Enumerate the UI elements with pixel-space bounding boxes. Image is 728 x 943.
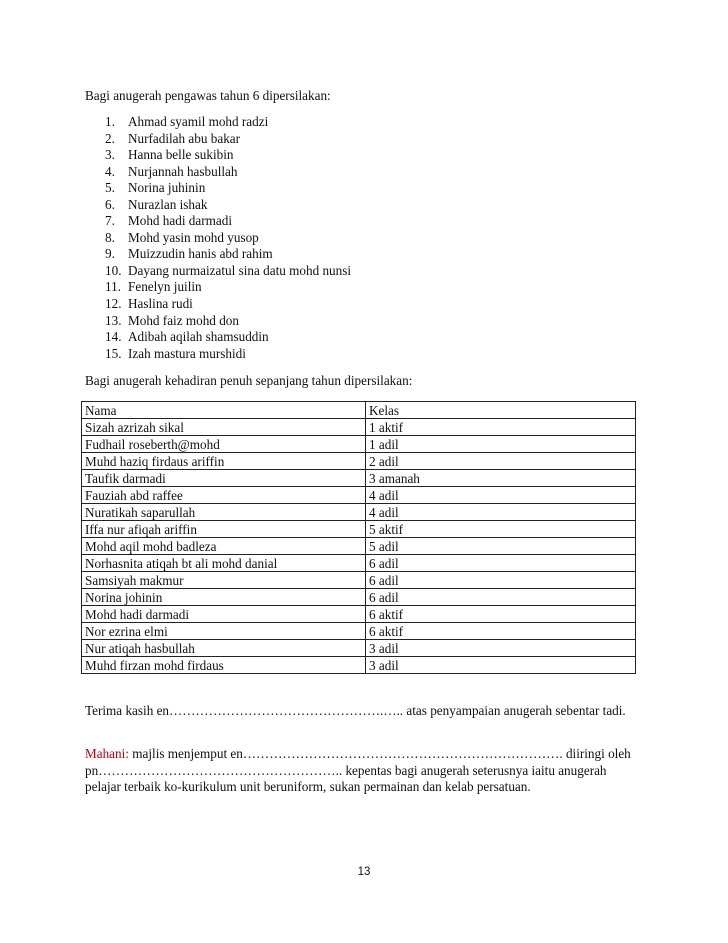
list-name: Mohd hadi darmadi <box>128 213 233 229</box>
list-item <box>85 147 351 164</box>
list-name: Haslina rudi <box>128 296 193 312</box>
cell-kelas: 3 adil <box>366 640 636 657</box>
cell-kelas: 6 adil <box>366 589 636 606</box>
cell-kelas: 5 aktif <box>366 521 636 538</box>
list-number: 12. <box>105 296 122 312</box>
cell-nama: Taufik darmadi <box>82 470 366 487</box>
list-item <box>85 313 351 330</box>
pengawas-list <box>85 114 351 362</box>
list-item <box>85 114 351 131</box>
list-number: 3. <box>105 147 115 163</box>
list-item <box>85 346 351 363</box>
cell-kelas: 6 adil <box>366 572 636 589</box>
cell-nama: Mohd aqil mohd badleza <box>82 538 366 555</box>
list-name: Fenelyn juilin <box>128 279 202 295</box>
cell-nama: Nuratikah saparullah <box>82 504 366 521</box>
cell-nama: Iffa nur afiqah ariffin <box>82 521 366 538</box>
list-item <box>85 296 351 313</box>
cell-kelas: 6 aktif <box>366 606 636 623</box>
list-number: 11. <box>105 279 121 295</box>
table-row <box>82 453 636 470</box>
table-row <box>82 572 636 589</box>
list-name: Dayang nurmaizatul sina datu mohd nunsi <box>128 262 352 278</box>
table-row <box>82 504 636 521</box>
list-item <box>85 230 351 247</box>
cell-kelas: 1 adil <box>366 436 636 453</box>
list-number: 6. <box>105 196 115 212</box>
list-item <box>85 131 351 148</box>
cell-kelas: 4 adil <box>366 487 636 504</box>
list-item <box>85 213 351 230</box>
list-name: Izah mastura murshidi <box>128 345 246 361</box>
page-number: 13 <box>357 866 371 878</box>
list-name: Adibah aqilah shamsuddin <box>128 329 269 345</box>
cell-nama: Samsiyah makmur <box>82 572 366 589</box>
cell-kelas: 6 adil <box>366 555 636 572</box>
list-name: Ahmad syamil mohd radzi <box>128 114 269 129</box>
cell-kelas: 5 adil <box>366 538 636 555</box>
table-row <box>82 555 636 572</box>
table-row <box>82 521 636 538</box>
table-row <box>82 538 636 555</box>
cell-kelas: 1 aktif <box>366 419 636 436</box>
list-name: Muizzudin hanis abd rahim <box>128 246 273 262</box>
table-body <box>82 419 636 674</box>
list-item <box>85 263 351 280</box>
cell-nama: Nor ezrina elmi <box>82 623 366 640</box>
list-name: Mohd yasin mohd yusop <box>128 229 259 245</box>
cell-kelas: 2 adil <box>366 453 636 470</box>
list-name: Norina juhinin <box>128 180 206 196</box>
list-number: 15. <box>105 345 122 361</box>
list-name: Nurazlan ishak <box>128 196 208 212</box>
thanks-paragraph: Terima kasih en………………………………………….….. atas penyampaian anugerah sebentar tadi. <box>85 703 626 718</box>
list-number: 7. <box>105 213 115 229</box>
table-row <box>82 419 636 436</box>
header-kelas: Kelas <box>366 402 636 419</box>
list-item <box>85 197 351 214</box>
cell-nama: Sizah azrizah sikal <box>82 419 366 436</box>
cell-kelas: 4 adil <box>366 504 636 521</box>
table-row <box>82 606 636 623</box>
cell-nama: Muhd haziq firdaus ariffin <box>82 453 366 470</box>
mahani-paragraph <box>85 746 645 796</box>
list-number: 14. <box>105 329 122 345</box>
table-row <box>82 640 636 657</box>
table-row <box>82 623 636 640</box>
cell-nama: Fauziah abd raffee <box>82 487 366 504</box>
table-row <box>82 470 636 487</box>
table-row <box>82 657 636 674</box>
cell-nama: Muhd firzan mohd firdaus <box>82 657 366 674</box>
cell-kelas: 6 aktif <box>366 623 636 640</box>
cell-nama: Norina johinin <box>82 589 366 606</box>
header-nama: Nama <box>82 402 366 419</box>
list-item <box>85 180 351 197</box>
cell-kelas: 3 amanah <box>366 470 636 487</box>
list-item <box>85 329 351 346</box>
list-number: 1. <box>105 114 115 129</box>
list-number: 9. <box>105 246 115 262</box>
list-name: Mohd faiz mohd don <box>128 312 239 328</box>
list-item <box>85 164 351 181</box>
table-row <box>82 436 636 453</box>
cell-nama: Mohd hadi darmadi <box>82 606 366 623</box>
table-row <box>82 487 636 504</box>
list-number: 8. <box>105 229 115 245</box>
list-number: 5. <box>105 180 115 196</box>
list-name: Nurfadilah abu bakar <box>128 130 241 146</box>
attendance-table <box>81 401 636 674</box>
cell-nama: Nur atiqah hasbullah <box>82 640 366 657</box>
speaker-label: Mahani: <box>85 746 129 761</box>
list-name: Hanna belle sukibin <box>128 147 234 163</box>
intro-pengawas: Bagi anugerah pengawas tahun 6 dipersilakan: <box>85 88 331 103</box>
list-number: 13. <box>105 312 122 328</box>
list-item <box>85 279 351 296</box>
mahani-text: majlis menjemput en………………………………………………………………. diiringi oleh pn……………………………………………….. kepentas bagi anugerah seterusnya iaitu anugerah pelajar terbaik ko-kurikulum unit beruniform, sukan permainan dan kelab persatuan. <box>85 746 631 795</box>
intro-kehadiran: Bagi anugerah kehadiran penuh sepanjang tahun dipersilakan: <box>85 373 413 388</box>
list-item <box>85 246 351 263</box>
cell-nama: Fudhail roseberth@mohd <box>82 436 366 453</box>
list-number: 10. <box>105 262 122 278</box>
list-name: Nurjannah hasbullah <box>128 163 238 179</box>
cell-nama: Norhasnita atiqah bt ali mohd danial <box>82 555 366 572</box>
list-number: 4. <box>105 163 115 179</box>
cell-kelas: 3 adil <box>366 657 636 674</box>
table-row <box>82 589 636 606</box>
table-header-row <box>82 402 636 419</box>
list-number: 2. <box>105 130 115 146</box>
